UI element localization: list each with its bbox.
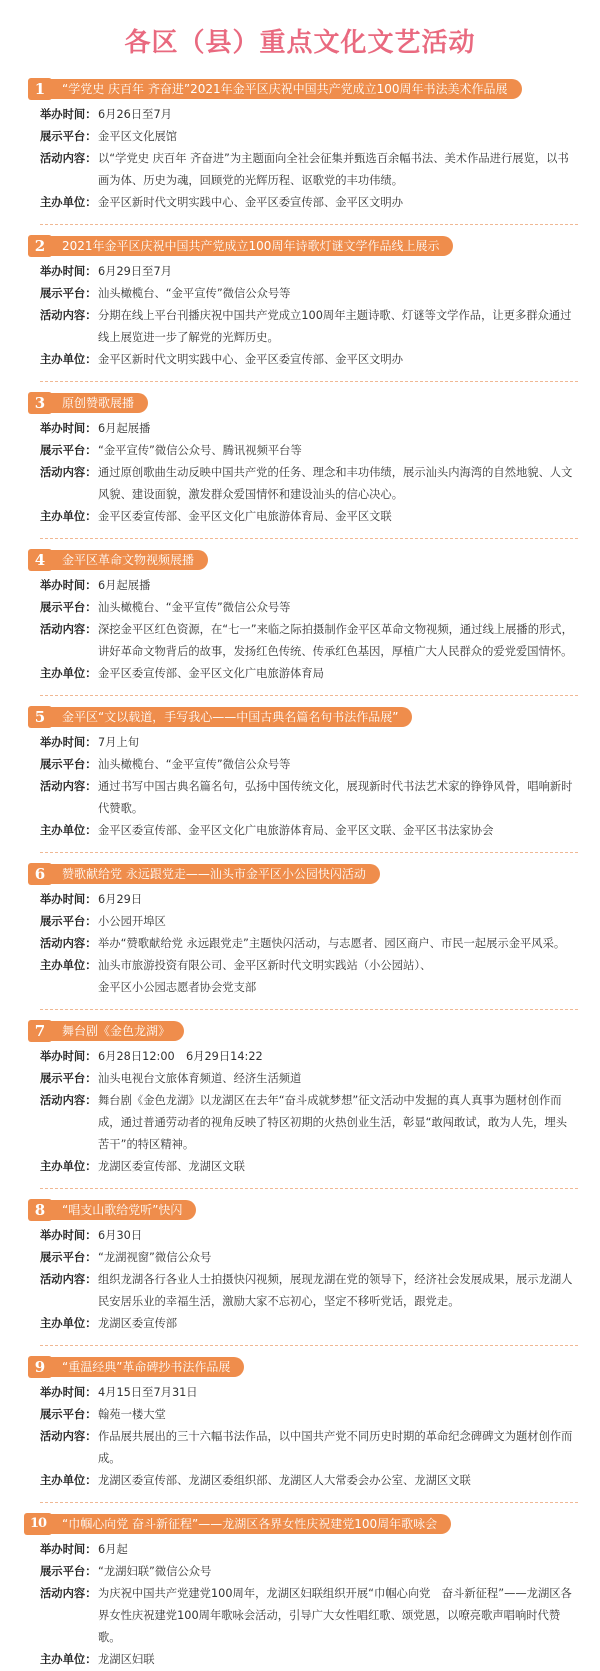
event-header: [32, 392, 578, 414]
event-header: [32, 549, 578, 571]
event-host-label: 主办单位：: [40, 1317, 97, 1330]
event-number-badge: 2: [28, 235, 52, 257]
event-content-label: 活动内容：: [40, 1587, 97, 1600]
event-time-label: 举办时间：: [40, 1050, 97, 1063]
event-platform-label: 展示平台：: [40, 130, 97, 143]
event-details: [40, 1535, 578, 1671]
event-platform-row: [40, 1247, 578, 1269]
event-details: [40, 100, 578, 214]
event-item: [0, 1199, 600, 1335]
event-title: 金平区“文以载道，手写我心——中国古典名篇名句书法作品展”: [50, 707, 412, 727]
event-host-row: [40, 1470, 578, 1492]
divider: [40, 695, 578, 696]
event-details: [40, 1221, 578, 1335]
event-content-value: 以“学党史 庆百年 齐奋进”为主题面向全社会征集并甄选百余幅书法、美术作品进行展览，以书画为体、历史为魂，回顾党的光辉历程、讴歌党的丰功伟绩。: [98, 152, 569, 187]
event-host-row: [40, 1313, 578, 1335]
event-time-row: [40, 889, 578, 911]
event-platform-label: 展示平台：: [40, 758, 97, 771]
event-time-value: 6月起展播: [98, 579, 151, 592]
event-number-badge: 9: [28, 1356, 52, 1378]
divider: [40, 381, 578, 382]
event-header: [32, 78, 578, 100]
event-platform-value: 金平区文化展馆: [98, 130, 178, 143]
event-item: [0, 1513, 600, 1671]
event-time-label: 举办时间：: [40, 265, 97, 278]
event-host-value: 汕头市旅游投资有限公司、金平区新时代文明实践站（小公园站）、: [98, 959, 432, 972]
event-content-row: [40, 776, 578, 820]
event-time-value: 6月26日至7月: [98, 108, 172, 121]
event-time-value: 6月起: [98, 1543, 128, 1556]
event-platform-value: 汕头电视台文旅体育频道、经济生活频道: [98, 1072, 302, 1085]
event-platform-value: 翰苑一楼大堂: [98, 1408, 166, 1421]
event-host-label: 主办单位：: [40, 510, 97, 523]
event-header: [32, 1020, 578, 1042]
event-header: [32, 1199, 578, 1221]
event-title: “唱支山歌给党听”快闪: [50, 1200, 196, 1220]
event-number-badge: 10: [24, 1513, 52, 1535]
event-host-value: 龙湖区委宣传部、龙湖区文联: [98, 1160, 245, 1173]
event-host-value: 金平区委宣传部、金平区文化广电旅游体育局、金平区文联、金平区书法家协会: [98, 824, 494, 837]
event-details: [40, 571, 578, 685]
event-time-row: [40, 732, 578, 754]
event-content-row: [40, 1090, 578, 1156]
event-platform-label: 展示平台：: [40, 1408, 97, 1421]
event-host-value: 金平区新时代文明实践中心、金平区委宣传部、金平区文明办: [98, 196, 404, 209]
event-platform-label: 展示平台：: [40, 1251, 97, 1264]
event-host-label: 主办单位：: [40, 1474, 97, 1487]
event-content-value: 通过原创歌曲生动反映中国共产党的任务、理念和丰功伟绩，展示汕头内海湾的自然地貌、人文风貌、建设面貌，激发群众爱国情怀和建设汕头的信心决心。: [98, 466, 573, 501]
event-host-label: 主办单位：: [40, 196, 97, 209]
event-header: [32, 1356, 578, 1378]
event-title: 赞歌献给党 永远跟党走——汕头市金平区小公园快闪活动: [50, 864, 380, 884]
event-host-value: 金平区新时代文明实践中心、金平区委宣传部、金平区文明办: [98, 353, 404, 366]
event-host-label: 主办单位：: [40, 1160, 97, 1173]
event-host-row: [40, 349, 578, 371]
event-details: [40, 728, 578, 842]
event-platform-row: [40, 126, 578, 148]
event-host-label: 主办单位：: [40, 1653, 97, 1666]
event-time-value: 6月起展播: [98, 422, 151, 435]
event-platform-value: “龙湖视窗”微信公众号: [98, 1251, 212, 1264]
event-title: 舞台剧《金色龙湖》: [50, 1021, 184, 1041]
event-item: [0, 392, 600, 528]
event-time-row: [40, 104, 578, 126]
event-title: 原创赞歌展播: [50, 393, 148, 413]
event-host-value: 龙湖区妇联: [98, 1653, 155, 1666]
event-content-value: 举办“赞歌献给党 永远跟党走”主题快闪活动，与志愿者、园区商户、市民一起展示金平风采。: [98, 937, 566, 950]
event-platform-row: [40, 440, 578, 462]
event-host-row: [40, 506, 578, 528]
event-content-label: 活动内容：: [40, 780, 97, 793]
event-host-label: 主办单位：: [40, 959, 97, 972]
page-title: 各区（县）重点文化文艺活动: [124, 28, 476, 58]
event-content-value: 作品展共展出的三十六幅书法作品，以中国共产党不同历史时期的革命纪念碑碑文为题材创作而成。: [98, 1430, 573, 1465]
event-item: [0, 549, 600, 685]
event-host-value: 金平区委宣传部、金平区文化广电旅游体育局: [98, 667, 324, 680]
event-platform-value: 小公园开埠区: [98, 915, 166, 928]
event-platform-value: “龙湖妇联”微信公众号: [98, 1565, 212, 1578]
event-time-value: 6月29日: [98, 893, 143, 906]
event-details: [40, 885, 578, 999]
event-item: [0, 235, 600, 371]
event-number-badge: 8: [28, 1199, 52, 1221]
event-title: “学党史 庆百年 齐奋进”2021年金平区庆祝中国共产党成立100周年书法美术作品展: [50, 79, 522, 99]
event-platform-label: 展示平台：: [40, 444, 97, 457]
event-title: 2021年金平区庆祝中国共产党成立100周年诗歌灯谜文学作品线上展示: [50, 236, 453, 256]
event-number-badge: 6: [28, 863, 52, 885]
divider: [40, 1188, 578, 1189]
event-time-value: 7月上旬: [98, 736, 140, 749]
event-time-label: 举办时间：: [40, 108, 97, 121]
event-host-value: 龙湖区委宣传部: [98, 1317, 178, 1330]
event-platform-label: 展示平台：: [40, 915, 97, 928]
event-content-row: [40, 933, 578, 955]
event-time-value: 6月28日12:00 6月29日14:22: [98, 1050, 263, 1063]
event-platform-value: 汕头橄榄台、“金平宣传”微信公众号等: [98, 601, 291, 614]
event-platform-row: [40, 1068, 578, 1090]
event-item: [0, 706, 600, 842]
event-content-row: [40, 1583, 578, 1649]
event-content-value: 组织龙湖各行各业人士拍摄快闪视频，展现龙湖在党的领导下，经济社会发展成果，展示龙湖人民安居乐业的幸福生活，激励大家不忘初心，坚定不移听党话，跟党走。: [98, 1273, 573, 1308]
event-time-label: 举办时间：: [40, 1543, 97, 1556]
event-content-label: 活动内容：: [40, 1430, 97, 1443]
event-platform-row: [40, 911, 578, 933]
event-content-label: 活动内容：: [40, 466, 97, 479]
event-details: [40, 257, 578, 371]
event-platform-label: 展示平台：: [40, 1565, 97, 1578]
event-content-row: [40, 1269, 578, 1313]
event-platform-label: 展示平台：: [40, 601, 97, 614]
event-item: [0, 1020, 600, 1178]
divider: [40, 538, 578, 539]
event-content-label: 活动内容：: [40, 1094, 97, 1107]
event-time-value: 6月30日: [98, 1229, 143, 1242]
event-host-row: [40, 1649, 578, 1671]
event-host-row: [40, 1156, 578, 1178]
event-content-label: 活动内容：: [40, 1273, 97, 1286]
event-header: [32, 235, 578, 257]
event-time-row: [40, 575, 578, 597]
event-host-label: 主办单位：: [40, 824, 97, 837]
event-number-badge: 4: [28, 549, 52, 571]
event-platform-row: [40, 1561, 578, 1583]
event-host-row-cont: [40, 977, 578, 999]
event-platform-label: 展示平台：: [40, 1072, 97, 1085]
event-number-badge: 5: [28, 706, 52, 728]
divider: [40, 1345, 578, 1346]
event-time-value: 6月29日至7月: [98, 265, 172, 278]
event-host-row: [40, 820, 578, 842]
event-content-label: 活动内容：: [40, 623, 97, 636]
event-host-row: [40, 192, 578, 214]
event-number-badge: 1: [28, 78, 52, 100]
event-platform-value: 汕头橄榄台、“金平宣传”微信公众号等: [98, 287, 291, 300]
event-title: “重温经典”革命碑抄书法作品展: [50, 1357, 244, 1377]
event-platform-value: 汕头橄榄台、“金平宣传”微信公众号等: [98, 758, 291, 771]
event-time-label: 举办时间：: [40, 736, 97, 749]
event-platform-row: [40, 754, 578, 776]
event-time-row: [40, 418, 578, 440]
event-number-badge: 3: [28, 392, 52, 414]
event-platform-label: 展示平台：: [40, 287, 97, 300]
event-content-label: 活动内容：: [40, 152, 97, 165]
event-content-row: [40, 619, 578, 663]
event-content-row: [40, 1426, 578, 1470]
divider: [40, 1502, 578, 1503]
event-header: [29, 1513, 578, 1535]
divider: [40, 1009, 578, 1010]
event-title: “巾帼心向党 奋斗新征程”——龙湖区各界女性庆祝建党100周年歌咏会: [50, 1514, 451, 1534]
event-content-row: [40, 148, 578, 192]
event-host-value-cont: 金平区小公园志愿者协会党支部: [98, 981, 257, 994]
event-content-row: [40, 462, 578, 506]
event-time-label: 举办时间：: [40, 422, 97, 435]
event-content-value: 舞台剧《金色龙湖》以龙湖区在去年“奋斗成就梦想”征文活动中发掘的真人真事为题材创作而成，通过普通劳动者的视角反映了特区初期的火热创业生活，彰显“敢闯敢试，敢为人先，埋头苦干”的特区精神。: [98, 1094, 568, 1151]
event-time-label: 举办时间：: [40, 1386, 97, 1399]
event-platform-row: [40, 597, 578, 619]
event-content-label: 活动内容：: [40, 309, 97, 322]
event-details: [40, 414, 578, 528]
event-list: [0, 78, 600, 1671]
event-item: [0, 863, 600, 999]
divider: [40, 224, 578, 225]
event-time-row: [40, 1225, 578, 1247]
event-host-row: [40, 663, 578, 685]
event-platform-row: [40, 283, 578, 305]
event-title: 金平区革命文物视频展播: [50, 550, 208, 570]
event-content-value: 分期在线上平台刊播庆祝中国共产党成立100周年主题诗歌、灯谜等文学作品，让更多群众通过线上展览进一步了解党的光辉历史。: [98, 309, 572, 344]
event-content-value: 为庆祝中国共产党建党100周年，龙湖区妇联组织开展“巾帼心向党 奋斗新征程”——龙湖区各界女性庆祝建党100周年歌咏会活动，引导广大女性唱红歌、颂党恩，以嘹亮歌声唱响时代赞歌。: [98, 1587, 572, 1644]
event-time-label: 举办时间：: [40, 1229, 97, 1242]
event-time-value: 4月15日至7月31日: [98, 1386, 198, 1399]
event-host-label: 主办单位：: [40, 353, 97, 366]
event-content-value: 深挖金平区红色资源，在“七一”来临之际拍摄制作金平区革命文物视频，通过线上展播的形式，讲好革命文物背后的故事，发扬红色传统、传承红色基因，厚植广大人民群众的爱党爱国情怀。: [98, 623, 573, 658]
event-time-label: 举办时间：: [40, 893, 97, 906]
event-platform-value: “金平宣传”微信公众号、腾讯视频平台等: [98, 444, 302, 457]
event-item: [0, 1356, 600, 1492]
event-time-row: [40, 1382, 578, 1404]
event-time-row: [40, 1046, 578, 1068]
event-time-row: [40, 261, 578, 283]
event-host-value: 龙湖区委宣传部、龙湖区委组织部、龙湖区人大常委会办公室、龙湖区文联: [98, 1474, 471, 1487]
event-platform-row: [40, 1404, 578, 1426]
event-time-row: [40, 1539, 578, 1561]
event-number-badge: 7: [28, 1020, 52, 1042]
event-host-label: 主办单位：: [40, 667, 97, 680]
event-time-label: 举办时间：: [40, 579, 97, 592]
event-host-value: 金平区委宣传部、金平区文化广电旅游体育局、金平区文联: [98, 510, 392, 523]
event-header: [32, 863, 578, 885]
event-item: [0, 78, 600, 214]
event-details: [40, 1042, 578, 1178]
event-content-label: 活动内容：: [40, 937, 97, 950]
event-content-row: [40, 305, 578, 349]
event-host-row: [40, 955, 578, 977]
event-header: [32, 706, 578, 728]
divider: [40, 852, 578, 853]
event-details: [40, 1378, 578, 1492]
event-content-value: 通过书写中国古典名篇名句，弘扬中国传统文化，展现新时代书法艺术家的铮铮风骨，唱响新时代赞歌。: [98, 780, 573, 815]
